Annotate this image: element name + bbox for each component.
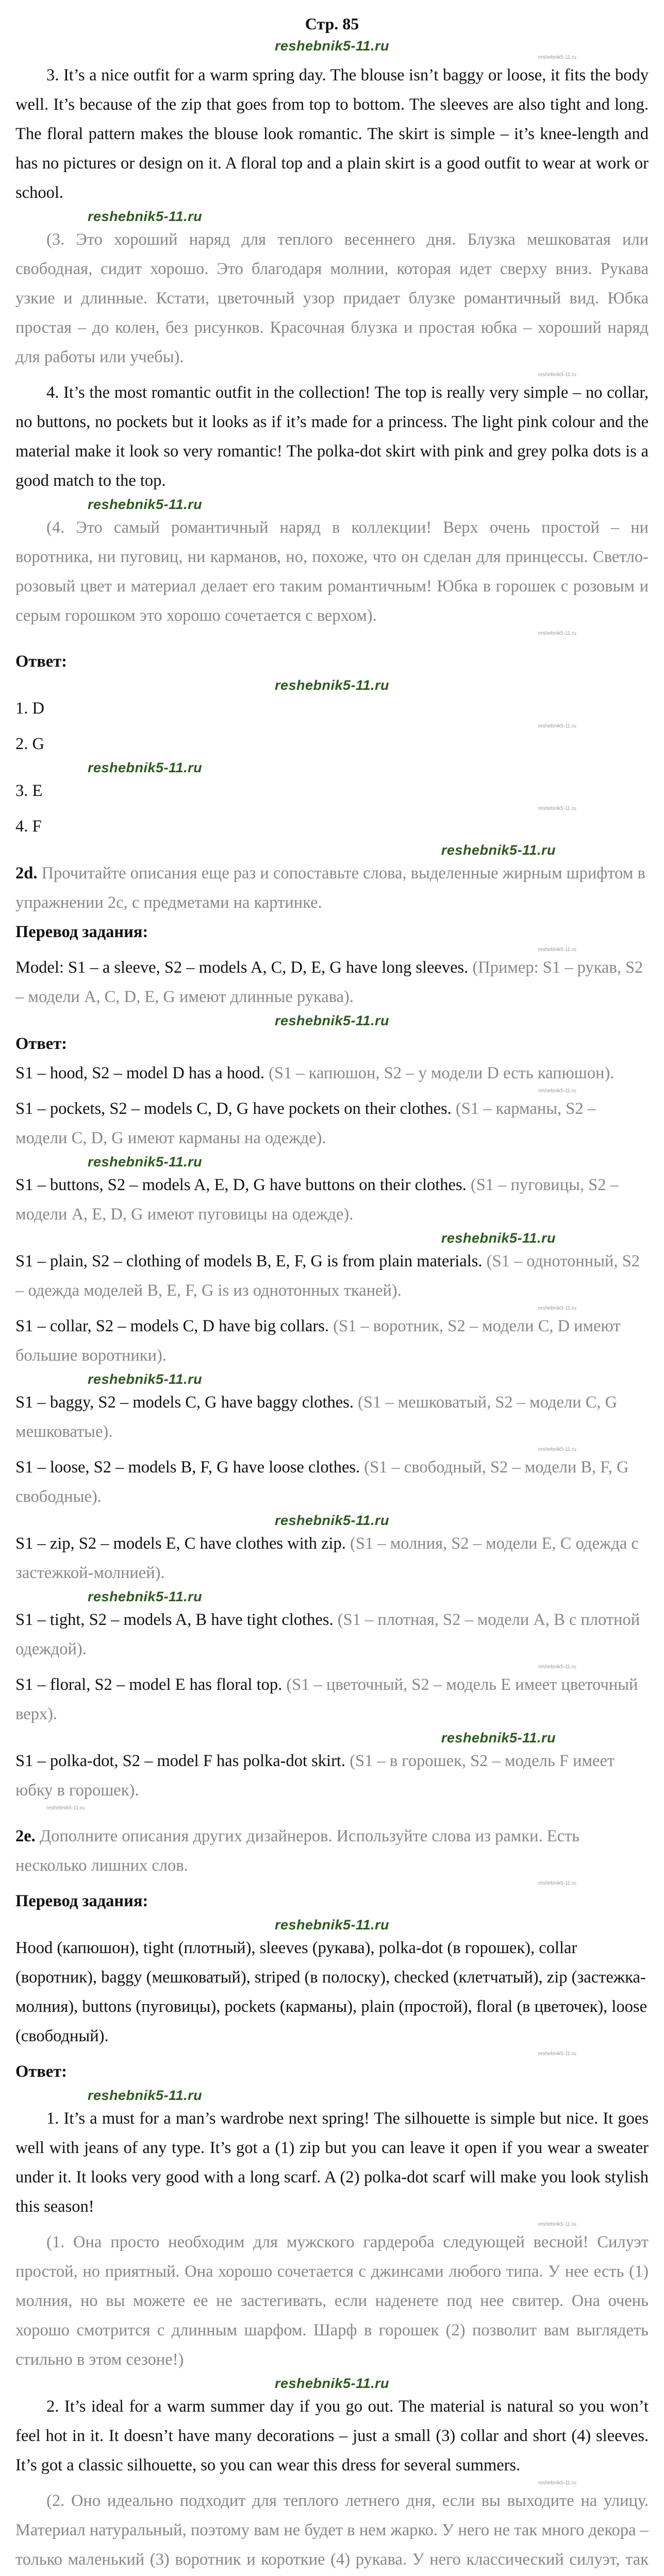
task-2d-text: Прочитайте описания еще раз и сопоставьте слова, выделенные жирным шрифтом в упражнении 2c, с предметами на картинке. xyxy=(15,864,645,912)
watermark: reshebnik5-11.ru xyxy=(88,760,203,775)
answer-item: 3. E xyxy=(15,782,43,800)
watermark-small: reshebnik5-11.ru xyxy=(538,723,576,729)
task-2d-answer-line: S1 – tight, S2 – models A, B have tight clothes. (S1 – плотная, S2 – модели A, B с плотной одеждой). xyxy=(15,1611,640,1658)
watermark-small: reshebnik5-11.ru xyxy=(538,2051,576,2057)
watermark: reshebnik5-11.ru xyxy=(274,1917,390,1933)
task-2d-answer-line: S1 – hood, S2 – model D has a hood. (S1 – капюшон, S2 – у модели D есть капюшон). xyxy=(15,1064,615,1082)
watermark-small: reshebnik5-11.ru xyxy=(46,1805,85,1811)
watermark: reshebnik5-11.ru xyxy=(88,497,203,512)
watermark-small: reshebnik5-11.ru xyxy=(538,2222,576,2227)
watermark: reshebnik5-11.ru xyxy=(88,1371,203,1387)
task-2d-answer-line: S1 – plain, S2 – clothing of models B, E, F, G is from plain materials. (S1 – однотонный, S2 – одежда моделей B, E, F, G is из однотонных тканей). xyxy=(15,1252,640,1300)
item-4-russian: (4. Это самый романтичный наряд в коллекции! Верх очень простой – ни воротника, ни пуговиц, ни карманов, но, похоже, что он сделан для принцессы. Светло-розовый цвет и материал делает его таким романтичным! Юбка в горошек с розовым и серым горошком это хорошо сочетается с верхом). xyxy=(15,518,649,625)
task-2e-paragraph-2-english: 2. It’s ideal for a warm summer day if you go out. The material is natural so you won’t feel hot in it. It doesn’t have many decorations – just a small (3) collar and short (4) sleeves. It’s got a classic silhouette, so you can wear this dress for several summers. xyxy=(15,2397,649,2475)
task-2d-answer-line: S1 – buttons, S2 – models A, E, D, G have buttons on their clothes. (S1 – пуговицы, S2 – модели A, E, D, G имеют пуговицы на одежде). xyxy=(15,1176,619,1224)
watermark: reshebnik5-11.ru xyxy=(441,842,556,858)
watermark-small: reshebnik5-11.ru xyxy=(538,2480,576,2486)
answer-label: Ответ: xyxy=(15,652,68,671)
task-2e-answer-label: Ответ: xyxy=(15,2062,68,2081)
task-2d-answer-label: Ответ: xyxy=(15,1035,68,1053)
task-2d-model-english: Model: S1 – a sleeve, S2 – models A, C, D, E, G have long sleeves. xyxy=(15,958,469,977)
task-2d-answer-line: S1 – collar, S2 – models C, D have big collars. (S1 – воротник, S2 – модели C, D имеют большие воротники). xyxy=(15,1317,621,1365)
item-4-english: 4. It’s the most romantic outfit in the collection! The top is really very simple – no collar, no buttons, no pockets but it looks as if it’s made for a princess. The light pink colour and the material make it look so very romantic! The polka-dot skirt with pink and grey polka dots is a good match to the top. xyxy=(15,383,649,490)
watermark: reshebnik5-11.ru xyxy=(441,1730,556,1745)
watermark: reshebnik5-11.ru xyxy=(274,2376,390,2391)
watermark-small: reshebnik5-11.ru xyxy=(538,1880,576,1886)
task-2e-instruction xyxy=(15,1822,649,1880)
task-2e-paragraph-1-russian: (1. Она просто необходим для мужского гардероба следующей весной! Силуэт простой, но приятный. Она хорошо сочетается с джинсами любого типа. У нее есть (1) молния, но вы можете ее не застегивать, если наденете под нее свитер. Она очень хорошо смотрится с длинным шарфом. Шарф в горошек (2) позволит вам выглядеть стильно в этом сезоне!) xyxy=(15,2233,649,2369)
task-2e-translation-label: Перевод задания: xyxy=(15,1892,148,1910)
task-2e-vocabulary: Hood (капюшон), tight (плотный), sleeves (рукава), polka-dot (в горошек), collar (воротник), baggy (мешковатый), striped (в полоску), checked (клетчатый), zip (застежка-молния), buttons (пуговицы), pockets (карманы), plain (простой), floral (в цветочек), loose (свободный). xyxy=(15,1939,648,2045)
answer-item: 1. D xyxy=(15,699,44,718)
task-2d-model-russian: (Пример: S1 – рукав, S2 – модели A, C, D, E, G имеют длинные рукава). xyxy=(15,958,643,1006)
watermark: reshebnik5-11.ru xyxy=(88,1154,203,1170)
watermark-small: reshebnik5-11.ru xyxy=(538,372,576,378)
page-number: Стр. 85 xyxy=(305,14,359,33)
watermark-small: reshebnik5-11.ru xyxy=(538,631,576,636)
watermark: reshebnik5-11.ru xyxy=(274,677,390,693)
task-2d-instruction xyxy=(15,859,649,918)
watermark-small: reshebnik5-11.ru xyxy=(538,1664,576,1670)
task-2d-answer-line: S1 – loose, S2 – models B, F, G have loose clothes. (S1 – свободный, S2 – модели B, F, G свободные). xyxy=(15,1458,629,1506)
watermark-small: reshebnik5-11.ru xyxy=(538,1447,576,1452)
watermark: reshebnik5-11.ru xyxy=(274,1513,390,1528)
watermark: reshebnik5-11.ru xyxy=(441,1230,556,1246)
watermark: reshebnik5-11.ru xyxy=(88,1589,203,1604)
watermark-small: reshebnik5-11.ru xyxy=(538,806,576,811)
item-3-russian: (3. Это хороший наряд для теплого весеннего дня. Блузка мешковатая или свободная, сидит хорошо. Это благодаря молнии, которая идет сверху вниз. Рукава узкие и длинные. Кстати, цветочный узор придает блузке романтичный вид. Юбка простая – до колен, без рисунков. Красочная блузка и простая юбка – хороший наряд для работы или учебы). xyxy=(15,230,649,366)
task-2e-paragraph-2-russian: (2. Оно идеально подходит для теплого летнего дня, если вы выходите на улицу. Материал натуральный, поэтому вам не будет в нем жарко. У него не так много декора – только маленький (3) воротник и короткие (4) рукава. У него классический силуэт, так xyxy=(15,2492,649,2569)
task-2d-answer-line: S1 – polka-dot, S2 – model F has polka-dot skirt. (S1 – в горошек, S2 – модель F имеет юбку в горошек). xyxy=(15,1752,615,1800)
task-2e-number: 2e. xyxy=(15,1827,36,1845)
item-3-english xyxy=(15,61,649,208)
task-2d-answer-line: S1 – floral, S2 – model E has floral top. (S1 – цветочный, S2 – модель E имеет цветочный верх). xyxy=(15,1675,638,1723)
task-2e-text: Дополните описания других дизайнеров. Используйте слова из рамки. Есть несколько лишних слов. xyxy=(15,1827,580,1875)
watermark-small: reshebnik5-11.ru xyxy=(538,55,576,60)
task-2d-translation-label: Перевод задания: xyxy=(15,923,148,941)
task-2d-answer-line: S1 – pockets, S2 – models C, D, G have pockets on their clothes. (S1 – карманы, S2 – модели C, D, G имеют карманы на одежде). xyxy=(15,1099,596,1147)
task-2d-answer-line: S1 – baggy, S2 – models C, G have baggy clothes. (S1 – мешковатый, S2 – модели C, G мешковатые). xyxy=(15,1393,618,1441)
watermark: reshebnik5-11.ru xyxy=(274,1013,390,1028)
task-2d-answer-line: S1 – zip, S2 – models E, C have clothes with zip. (S1 – молния, S2 – модели E, C одежда с застежкой-молнией). xyxy=(15,1534,639,1582)
task-2e-paragraph-1-english: 1. It’s a must for a man’s wardrobe next spring! The silhouette is simple but nice. It goes well with jeans of any type. It’s got a (1) zip but you can leave it open if you wear a sweater under it. It looks very good with a long scarf. A (2) polka-dot scarf will make you look stylish this season! xyxy=(15,2109,649,2216)
task-2d-model xyxy=(15,953,649,1012)
watermark-small: reshebnik5-11.ru xyxy=(538,947,576,953)
watermark: reshebnik5-11.ru xyxy=(88,2088,203,2103)
watermark: reshebnik5-11.ru xyxy=(274,38,390,54)
watermark: reshebnik5-11.ru xyxy=(88,209,203,224)
answer-item: 2. G xyxy=(15,735,44,753)
answer-item: 4. F xyxy=(15,817,42,836)
watermark-small: reshebnik5-11.ru xyxy=(538,1088,576,1094)
item-3-text: 3. It’s a nice outfit for a warm spring day. The blouse isn’t baggy or loose, it fits the body well. It’s because of the zip that goes from top to bottom. The sleeves are also tight and long. The floral pattern makes the blouse look romantic. The skirt is simple – it’s knee-length and has no pictures or design on it. A floral top and a plain skirt is a good outfit to wear at work or school. xyxy=(15,66,649,202)
watermark-small: reshebnik5-11.ru xyxy=(538,1306,576,1311)
task-2d-number: 2d. xyxy=(15,864,38,883)
